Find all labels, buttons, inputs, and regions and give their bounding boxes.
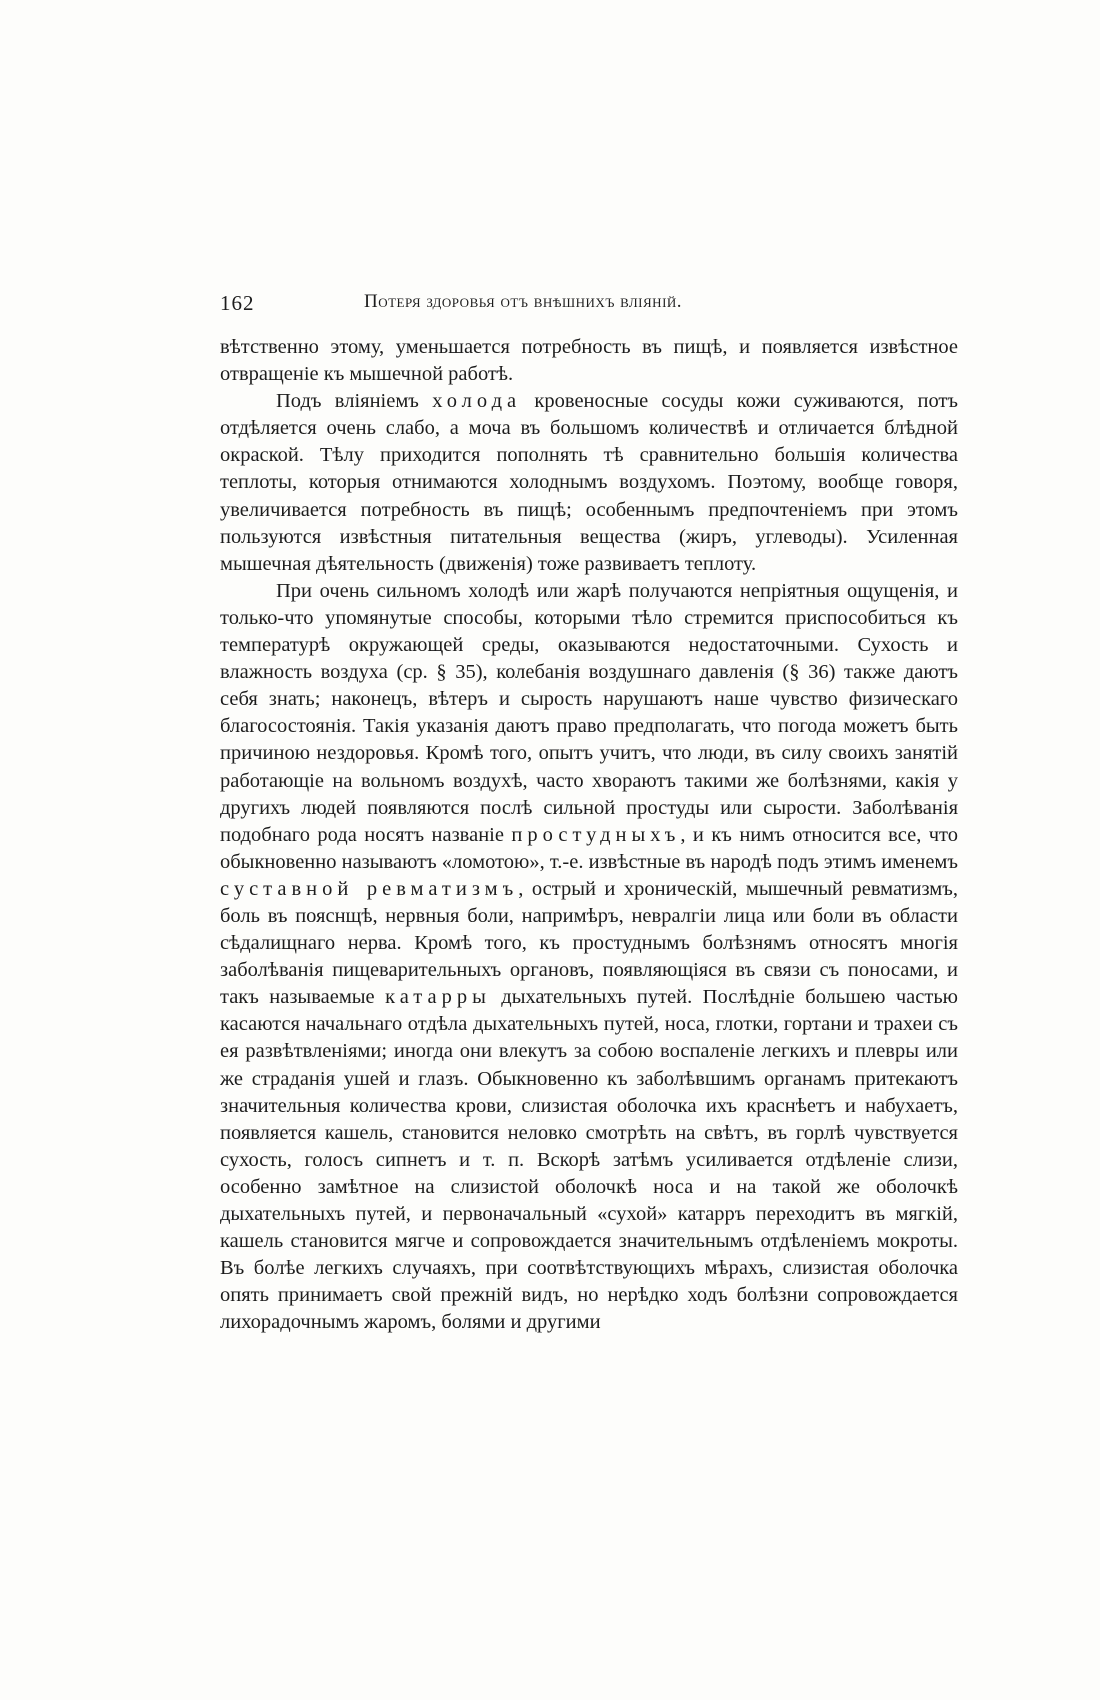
paragraph-2-text-start: Подъ вліяніемъ (276, 390, 433, 413)
paragraph-1-text: вѣтственно этому, уменьшается потребность въ пищѣ, и появляется извѣстное отвращеніе къ мышечной работѣ. (220, 336, 958, 386)
paragraph-3-text-3: , острый и хроническій, мышечный ревматизмъ, боль въ пояснщѣ, нервныя боли, напримѣръ, невралгіи лица или боли въ области сѣдалищнаго нерва. Кромѣ того, къ простуднымъ болѣзнямъ относятъ многія заболѣванія пищеварительныхъ органовъ, появляющіяся въ связи съ поносами, и такъ называемые (220, 877, 959, 1009)
page-header (220, 291, 958, 321)
spaced-term-cold: холода (432, 390, 522, 413)
paragraph-1 (220, 334, 958, 388)
paragraph-3-text-2: , и къ нимъ относится все, что обыкновенно называютъ «ломотою», т.-е. извѣстные въ народѣ подъ этимъ именемъ (220, 823, 958, 873)
spaced-term-catarrh: катарры (385, 986, 491, 1009)
paragraph-2-text-rest: кровеносные сосуды кожи суживаются, потъ отдѣляется очень слабо, а моча въ большомъ количествѣ и отличается блѣдной окраской. Тѣлу приходится пополнять тѣ сравнительно большія количества теплоты, которыя отнимаются холоднымъ воздухомъ. Поэтому, вообще говоря, увеличивается потребность въ пищѣ; особеннымъ предпочтеніемъ при этомъ пользуются извѣстныя питательныя вещества (жиръ, углеводы). Усиленная мышечная дѣятельность (движенія) тоже развиваетъ теплоту. (220, 390, 958, 575)
spaced-term-rheumatism: суставной ревматизмъ (220, 877, 519, 900)
paragraph-3 (220, 578, 958, 1337)
page-number: 162 (220, 291, 255, 315)
paragraph-3-text-4: дыхательныхъ путей. Послѣдніе большею частью касаются начальнаго отдѣла дыхательныхъ путей, носа, глотки, гортани и трахеи съ ея развѣтвленіями; иногда они влекутъ за собою воспаленіе легкихъ и плевры или же страданія ушей и глазъ. Обыкновенно къ заболѣвшимъ органамъ притекаютъ значительныя количества крови, слизистая оболочка ихъ краснѣетъ и набухаетъ, появляется кашель, становится неловко смотрѣть на свѣтъ, въ горлѣ чувствуется сухость, голосъ сипнетъ и т. п. Вскорѣ затѣмъ усиливается отдѣленіе слизи, особенно замѣтное на слизистой оболочкѣ носа и на такой же оболочкѣ дыхательныхъ путей, и первоначальный «сухой» катарръ переходитъ въ мягкій, кашель становится мягче и сопровождается значительнымъ отдѣленіемъ мокроты. Въ болѣе легкихъ случаяхъ, при соотвѣтствующихъ мѣрахъ, слизистая оболочка опять принимаетъ свой прежній видъ, но нерѣдко ходъ болѣзни сопровождается лихорадочнымъ жаромъ, болями и другими (220, 986, 958, 1334)
spaced-term-colds: простудныхъ (511, 823, 681, 846)
body-text (220, 334, 958, 1336)
paragraph-2 (220, 388, 958, 578)
running-title: Потеря здоровья отъ внѣшнихъ вліяній. (364, 291, 683, 312)
paragraph-3-text-1: При очень сильномъ холодѣ или жарѣ получаются непріятныя ощущенія, и только-что упомянутые способы, которыми тѣло стремится приспособиться къ температурѣ окружающей среды, оказываются недостаточными. Сухость и влажность воздуха (ср. § 35), колебанія воздушнаго давленія (§ 36) также даютъ себя знать; наконецъ, вѣтеръ и сырость нарушаютъ наше чувство физическаго благосостоянія. Такія указанія даютъ право предполагать, что погода можетъ быть причиною нездоровья. Кромѣ того, опытъ учитъ, что люди, въ силу своихъ занятій работающіе на вольномъ воздухѣ, часто хвораютъ такими же болѣзнями, какія у другихъ людей появляются послѣ сильной простуды или сырости. Заболѣванія подобнаго рода носятъ названіе (220, 579, 958, 846)
